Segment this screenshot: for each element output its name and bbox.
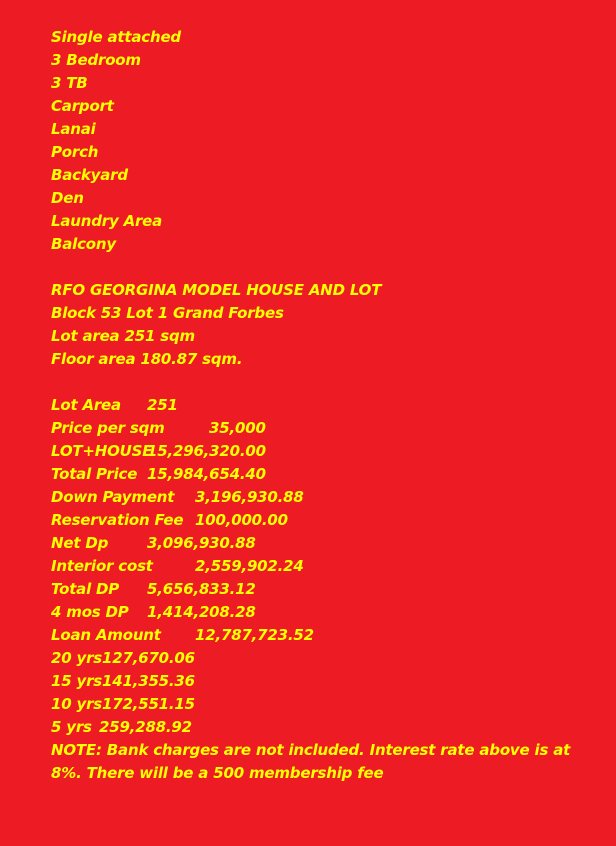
computation-label: 20 yrs [51,649,102,667]
price-computation [51,394,591,739]
features-list [51,26,591,256]
computation-row [51,578,591,601]
computation-label: LOT+HOUSE [51,442,153,460]
computation-label: Net Dp [51,534,109,552]
feature-item: Porch [51,143,99,161]
computation-label: Total Price [51,465,138,483]
computation-row [51,647,591,670]
computation-row [51,417,591,440]
feature-item: 3 TB [51,74,88,92]
spacer [51,256,591,279]
spacer [51,371,591,394]
computation-row [51,624,591,647]
computation-value: 12,787,723.52 [195,626,314,644]
feature-item: Carport [51,97,114,115]
computation-row [51,509,591,532]
computation-label: Lot Area [51,396,121,414]
computation-value: 141,355.36 [102,672,195,690]
computation-value: 3,096,930.88 [147,534,256,552]
property-title: RFO GEORGINA MODEL HOUSE AND LOT [51,281,382,299]
computation-value: 1,414,208.28 [147,603,256,621]
computation-row [51,394,591,417]
computation-value: 35,000 [209,419,266,437]
feature-item: Balcony [51,235,116,253]
computation-value: 172,551.15 [102,695,195,713]
feature-item: Lanai [51,120,96,138]
computation-row [51,693,591,716]
computation-label: 4 mos DP [51,603,129,621]
computation-label: 10 yrs [51,695,102,713]
property-lot-area: Lot area 251 sqm [51,327,195,345]
computation-label: Total DP [51,580,120,598]
computation-value: 100,000.00 [195,511,288,529]
computation-label: Price per sqm [51,419,165,437]
feature-item: 3 Bedroom [51,51,141,69]
computation-value: 2,559,902.24 [195,557,304,575]
computation-row [51,486,591,509]
computation-row [51,670,591,693]
note-text: NOTE: Bank charges are not included. Interest rate above is at 8%. There will be a 500 membership fee [51,741,571,782]
computation-value: 251 [147,396,178,414]
feature-item: Laundry Area [51,212,163,230]
computation-row [51,532,591,555]
computation-label: Loan Amount [51,626,161,644]
feature-item: Den [51,189,84,207]
computation-label: Interior cost [51,557,153,575]
computation-value: 15,296,320.00 [147,442,266,460]
computation-value: 259,288.92 [99,718,192,736]
feature-item: Backyard [51,166,128,184]
listing-document [51,26,591,785]
feature-item: Single attached [51,28,181,46]
computation-row [51,555,591,578]
computation-label: Down Payment [51,488,175,506]
property-floor-area: Floor area 180.87 sqm. [51,350,243,368]
property-details [51,279,591,371]
computation-value: 15,984,654.40 [147,465,266,483]
computation-label: 5 yrs [51,718,92,736]
property-location: Block 53 Lot 1 Grand Forbes [51,304,284,322]
computation-row [51,716,591,739]
computation-label: Reservation Fee [51,511,184,529]
computation-value: 3,196,930.88 [195,488,304,506]
computation-row [51,601,591,624]
computation-value: 127,670.06 [102,649,195,667]
computation-value: 5,656,833.12 [147,580,256,598]
computation-row [51,463,591,486]
computation-row [51,440,591,463]
computation-label: 15 yrs [51,672,102,690]
